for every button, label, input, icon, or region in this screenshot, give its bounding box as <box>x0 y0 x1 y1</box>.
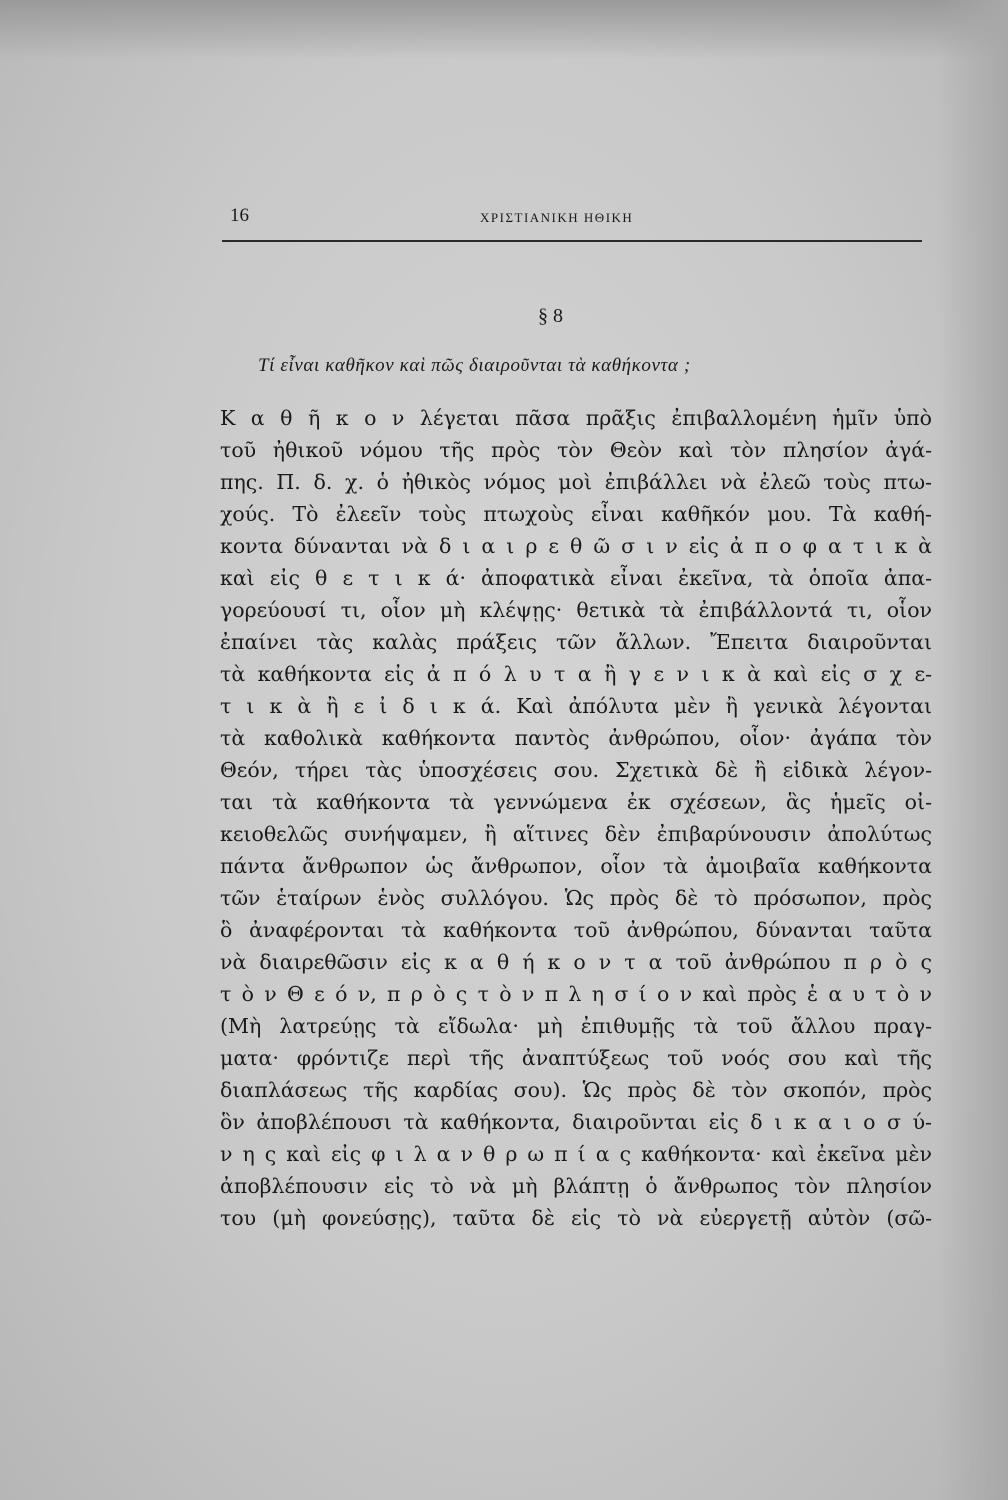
page-edge-shadow-top <box>0 0 1008 60</box>
body-text <box>220 402 932 1234</box>
text-line: ἐπαίνει τὰς καλὰς πράξεις τῶν ἄλλων. Ἔπειτα διαιροῦνται <box>220 630 932 654</box>
text-line: τ ὸ ν Θ ε ό ν, π ρ ὸ ς τ ὸ ν π λ η σ ί ο ν καὶ πρὸς ἑ α υ τ ὸ ν <box>220 982 932 1006</box>
text-line: κειοθελῶς συνήψαμεν, ἢ αἵτινες δὲν ἐπιβαρύνουσιν ἀπολύτως <box>220 822 932 846</box>
text-line: (Μὴ λατρεύῃς τὰ εἴδωλα· μὴ ἐπιθυμῇς τὰ τοῦ ἄλλου πραγ- <box>220 1014 932 1038</box>
section-question: Τί εἶναι καθῆκον καὶ πῶς διαιροῦνται τὰ καθήκοντα ; <box>258 355 691 376</box>
text-line: τ ι κ ὰ ἢ ε ἰ δ ι κ ά. Καὶ ἀπόλυτα μὲν ἢ γενικὰ λέγονται <box>220 694 932 718</box>
text-line: πάντα ἄνθρωπον ὡς ἄνθρωπον, οἷον τὰ ἀμοιβαῖα καθήκοντα <box>220 854 932 878</box>
text-line: τοῦ ἠθικοῦ νόμου τῆς πρὸς τὸν Θεὸν καὶ τὸν πλησίον ἀγά- <box>220 438 932 462</box>
text-line: χούς. Τὸ ἐλεεῖν τοὺς πτωχοὺς εἶναι καθῆκόν μου. Τὰ καθή- <box>220 502 932 526</box>
text-line: καὶ εἰς θ ε τ ι κ ά· ἀποφατικὰ εἶναι ἐκεῖνα, τὰ ὁποῖα ἀπα- <box>220 566 932 590</box>
header-rule <box>222 240 922 242</box>
text-line: Θεόν, τήρει τὰς ὑποσχέσεις σου. Σχετικὰ δὲ ἢ εἰδικὰ λέγον- <box>220 758 932 782</box>
text-line: ν η ς καὶ εἰς φ ι λ α ν θ ρ ω π ί α ς καθήκοντα· καὶ ἐκεῖνα μὲν <box>220 1142 932 1166</box>
text-line: ται τὰ καθήκοντα τὰ γεννώμενα ἐκ σχέσεων, ἃς ἡμεῖς οἰ- <box>220 790 932 814</box>
text-line: τὰ καθολικὰ καθήκοντα παντὸς ἀνθρώπου, οἷον· ἀγάπα τὸν <box>220 726 932 750</box>
running-head: ΧΡΙΣΤΙΑΝΙΚΗ ΗΘΙΚΗ <box>480 210 634 225</box>
text-line: γορεύουσί τι, οἷον μὴ κλέψῃς· θετικὰ τὰ ἐπιβάλλοντά τι, οἷον <box>220 598 932 622</box>
text-line: τὰ καθήκοντα εἰς ἀ π ό λ υ τ α ἢ γ ε ν ι κ ὰ καὶ εἰς σ χ ε- <box>220 662 932 686</box>
text-line: πης. Π. δ. χ. ὁ ἠθικὸς νόμος μοὶ ἐπιβάλλει νὰ ἐλεῶ τοὺς πτω- <box>220 470 932 494</box>
text-line: ἀποβλέπουσιν εἰς τὸ νὰ μὴ βλάπτῃ ὁ ἄνθρωπος τὸν πλησίον <box>220 1174 932 1198</box>
text-line: Κ α θ ῆ κ ο ν λέγεται πᾶσα πρᾶξις ἐπιβαλλομένη ἡμῖν ὑπὸ <box>220 406 932 430</box>
text-line: κοντα δύνανται νὰ δ ι α ι ρ ε θ ῶ σ ι ν εἰς ἀ π ο φ α τ ι κ ὰ <box>220 534 932 558</box>
text-line: διαπλάσεως τῆς καρδίας σου). Ὡς πρὸς δὲ τὸν σκοπόν, πρὸς <box>220 1078 932 1102</box>
page-edge-shadow-right <box>938 0 1008 1500</box>
text-line: τῶν ἑταίρων ἑνὸς συλλόγου. Ὡς πρὸς δὲ τὸ πρόσωπον, πρὸς <box>220 886 932 910</box>
section-heading: § 8 <box>538 305 563 327</box>
text-line: ὃ ἀναφέρονται τὰ καθήκοντα τοῦ ἀνθρώπου, δύνανται ταῦτα <box>220 918 932 942</box>
text-line: του (μὴ φονεύσῃς), ταῦτα δὲ εἰς τὸ νὰ εὐεργετῇ αὐτὸν (σῶ- <box>220 1206 932 1230</box>
text-line: νὰ διαιρεθῶσιν εἰς κ α θ ή κ ο ν τ α τοῦ ἀνθρώπου π ρ ὸ ς <box>220 950 932 974</box>
text-line: ματα· φρόντιζε περὶ τῆς ἀναπτύξεως τοῦ νοός σου καὶ τῆς <box>220 1046 932 1070</box>
text-line: ὃν ἀποβλέπουσι τὰ καθήκοντα, διαιροῦνται εἰς δ ι κ α ι ο σ ύ- <box>220 1110 932 1134</box>
page-header <box>230 205 922 235</box>
page-number: 16 <box>230 205 249 226</box>
